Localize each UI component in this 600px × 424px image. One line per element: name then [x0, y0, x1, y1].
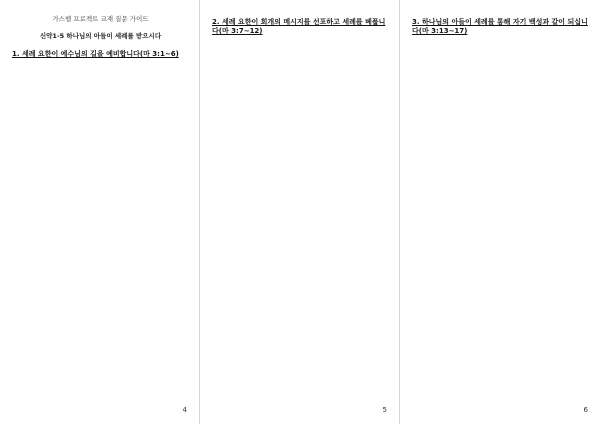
lesson-title: 신약1-5 하나님의 아들이 세례를 받으시다: [39, 32, 162, 40]
page-middle: [200, 0, 400, 424]
page-number: 4: [182, 406, 187, 414]
page-number: 5: [382, 406, 387, 414]
section-heading: 1. 세례 요한이 예수님의 길을 예비합니다(마 3:1~6): [12, 50, 179, 58]
page-right: [400, 0, 600, 424]
section-heading: 2. 세례 요한이 회개의 메시지를 선포하고 세례를 베풉니다(마 3:7~12): [212, 18, 386, 36]
section-heading: 3. 하나님의 아들이 세례를 통해 자기 백성과 같이 되십니다(마 3:13~17): [412, 18, 588, 36]
page-number: 6: [583, 406, 588, 414]
page-left: [0, 0, 200, 424]
running-head: 가스펠 프로젝트 교재 질문 가이드: [52, 15, 149, 23]
